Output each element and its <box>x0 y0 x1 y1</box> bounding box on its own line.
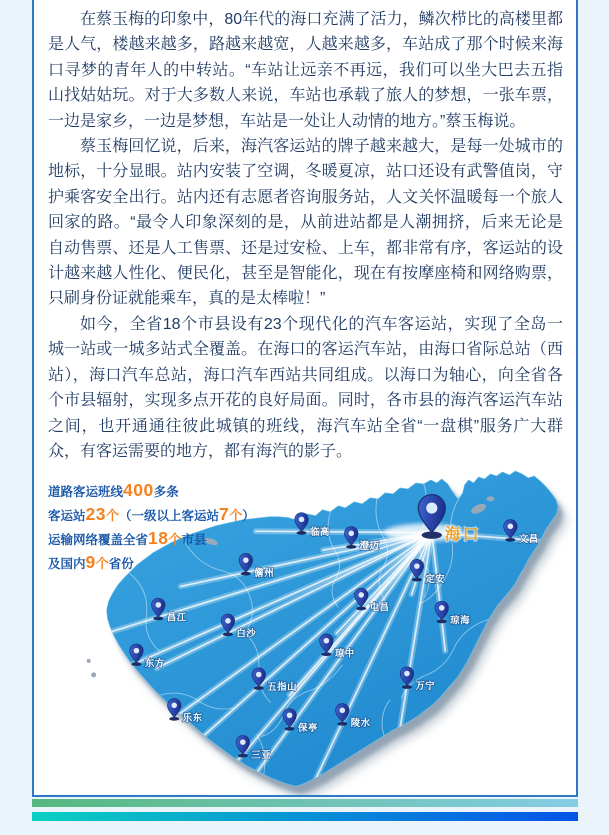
city-label: 保亭 <box>298 723 318 735</box>
legend-segment: 个 <box>229 508 243 524</box>
city-label: 定安 <box>425 574 446 586</box>
legend-segment: 多条 <box>153 485 179 500</box>
city-label: 陵水 <box>350 718 371 730</box>
legend-line <box>48 478 255 502</box>
legend-line <box>48 550 255 574</box>
legend-segment: 道路客运班线 <box>48 485 124 500</box>
article-text-block <box>34 0 576 464</box>
legend-segment: （一级以上客运站 <box>119 509 220 524</box>
article-paragraph: 如今，全省18个市县设有23个现代化的汽车客运站，实现了全岛一城一站或一城多站式全覆盖。在海口的客运汽车站，由海口省际总站（西站），海口汽车总站，海口汽车西站共同组成。以海口为轴心，向全省各个市县辐射，实现多点开花的良好局面。同时，各市县的海汽客运汽车站之间，也开通通往彼此城镇的班线，海汽车站全省“一盘棋”服务广大群众，有客运需要的地方，都有海汽的影子。 <box>48 315 563 460</box>
footer-gradient-bar-green <box>32 799 578 807</box>
city-label: 琼海 <box>450 615 471 627</box>
city-label: 乐东 <box>182 713 203 725</box>
legend-segment: 7 <box>219 504 230 525</box>
city-label: 屯昌 <box>369 603 390 614</box>
legend-segment: 市县 <box>181 533 207 548</box>
legend-segment: 及国内 <box>48 557 86 572</box>
hainan-infographic <box>34 466 576 797</box>
legend-segment: 18 <box>148 528 169 549</box>
legend-segment: 运输网络覆盖全省 <box>48 533 149 548</box>
legend-segment: 个 <box>95 556 109 572</box>
city-label: 昌江 <box>166 612 187 624</box>
hub-city-label: 海口 <box>444 526 481 544</box>
footer-gradient-bar-blue <box>32 812 578 821</box>
legend-segment: 23 <box>85 504 106 525</box>
legend-segment: 个 <box>105 508 119 524</box>
legend-segment: 个 <box>168 532 182 548</box>
legend-segment: 客运站 <box>48 509 86 524</box>
legend-line <box>48 526 255 550</box>
legend-segment: 400 <box>123 480 154 501</box>
city-label: 白沙 <box>236 628 257 640</box>
city-label: 琼中 <box>334 648 355 660</box>
city-label: 文昌 <box>518 534 539 546</box>
article-paragraph: 在蔡玉梅的印象中，80年代的海口充满了活力，鳞次栉比的高楼里都是人气，楼越来越多，路越来越宽，人越来越多，车站成了那个时候来海口寻梦的青年人的中转站。“车站让远亲不再远，我们可以坐大巴去五指山找姑姑玩。对于大多数人来说，车站也承载了旅人的梦想，一张车票，一边是家乡，一边是梦想，车站是一处让人动情的地方。”蔡玉梅说。 <box>48 11 563 130</box>
city-label: 儋州 <box>254 568 275 580</box>
article-content-panel <box>32 0 578 797</box>
city-label: 五指山 <box>267 682 298 694</box>
legend-segment: ） <box>242 509 255 524</box>
city-label: 三亚 <box>251 750 272 762</box>
city-label: 东方 <box>144 658 165 670</box>
legend-line <box>48 502 255 526</box>
city-label: 万宁 <box>415 681 436 693</box>
city-label: 澄迈 <box>359 541 380 553</box>
legend-segment: 省份 <box>108 557 134 572</box>
city-label: 临高 <box>309 527 330 539</box>
article-paragraph: 蔡玉梅回忆说，后来，海汽客运站的牌子越来越大，是每一处城市的地标，十分显眼。站内安装了空调，冬暖夏凉，站口还设有武警值岗，守护乘客安全出行。站内还有志愿者咨询服务站，人文关怀温暖每一个旅人回家的路。“最令人印象深刻的是，从前进站都是人潮拥挤，后来无论是自动售票、还是人工售票、还是过安检、上车，都非常有序，客运站的设计越来越人性化、便民化，甚至是智能化，现在有按摩座椅和网络购票，只刷身份证就能乘车，真的是太棒啦！” <box>48 138 563 308</box>
legend-segment: 9 <box>85 552 96 573</box>
map-legend <box>48 478 255 574</box>
